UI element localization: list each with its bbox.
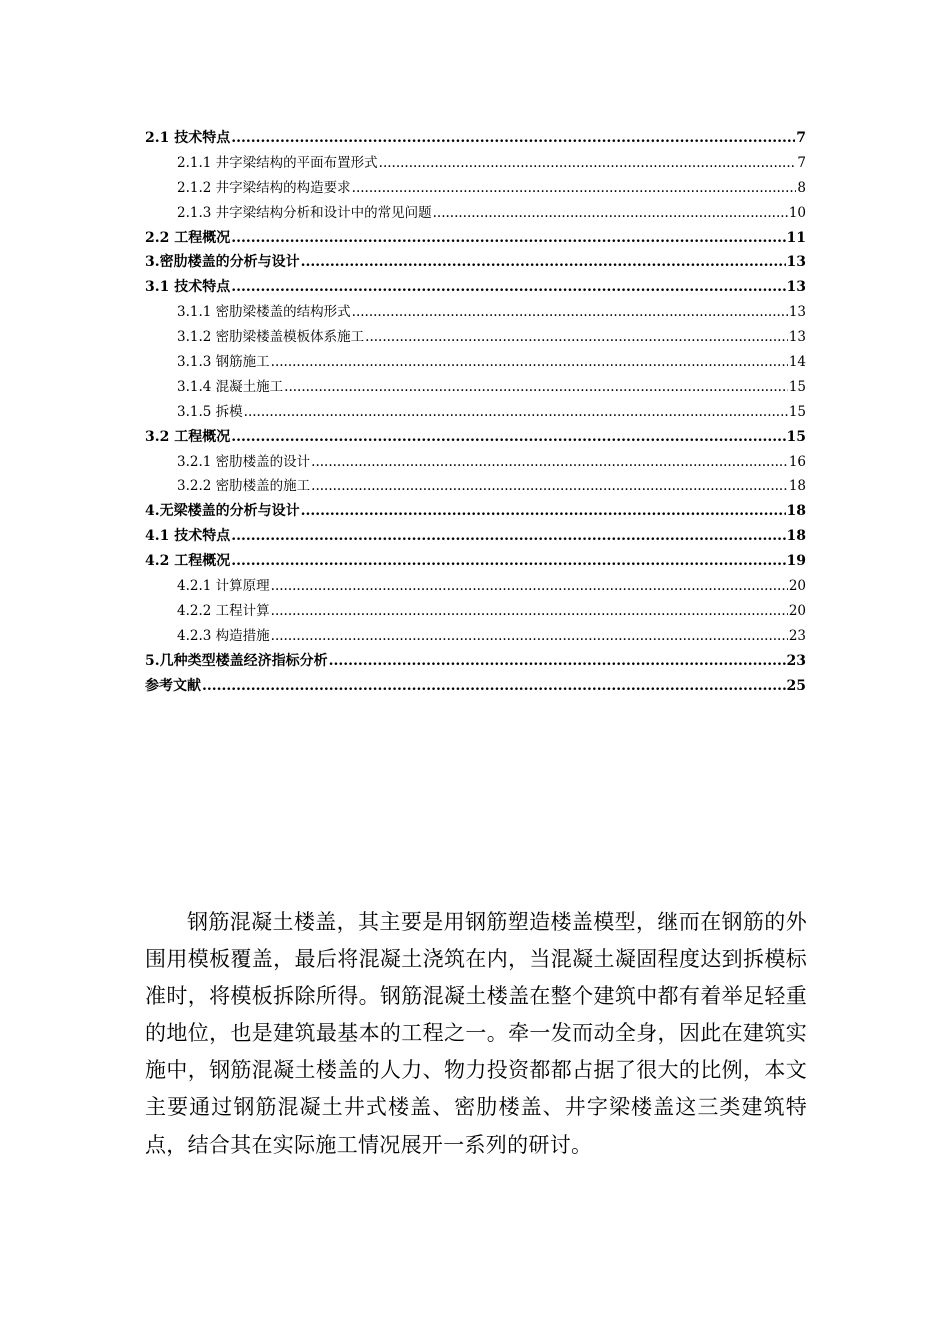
toc-entry-title: 3.2.1 密肋楼盖的设计	[177, 453, 311, 470]
toc-entry-page: 7	[796, 130, 806, 146]
toc-entry-title: 3.密肋楼盖的分析与设计	[145, 254, 300, 271]
toc-entry-page: 16	[788, 453, 806, 470]
toc-entry-title: 2.2 工程概况	[145, 229, 231, 246]
toc-entry-page: 15	[786, 428, 806, 445]
toc-entry-title: 3.1 技术特点	[145, 279, 231, 296]
toc-entry-page: 13	[786, 254, 806, 271]
toc-entry-page: 7	[797, 154, 806, 171]
toc-entry[interactable]	[145, 624, 806, 649]
toc-leader-dots	[311, 474, 788, 499]
toc-entry-title: 3.1.3 钢筋施工	[177, 354, 270, 371]
toc-leader-dots	[202, 674, 786, 699]
toc-leader-dots	[271, 624, 788, 649]
toc-entry-title: 4.2.1 计算原理	[177, 578, 270, 595]
toc-leader-dots	[329, 649, 786, 674]
toc-entry-page: 20	[788, 578, 806, 595]
toc-entry[interactable]	[145, 350, 806, 375]
toc-leader-dots	[244, 400, 788, 425]
toc-entry[interactable]	[145, 300, 806, 325]
toc-entry-title: 4.2.3 构造措施	[177, 627, 270, 644]
toc-entry-title: 4.无梁楼盖的分析与设计	[145, 503, 300, 520]
toc-entry[interactable]	[145, 649, 806, 674]
toc-entry-page: 23	[788, 627, 806, 644]
body-paragraph: 钢筋混凝土楼盖，其主要是用钢筋塑造楼盖模型，继而在钢筋的外围用模板覆盖，最后将混凝土浇筑在内，当混凝土凝固程度达到拆模标准时，将模板拆除所得。钢筋混凝土楼盖在整个建筑中都有着举足轻重的地位，也是建筑最基本的工程之一。牵一发而动全身，因此在建筑实施中，钢筋混凝土楼盖的人力、物力投资都都占据了很大的比例，本文主要通过钢筋混凝土井式楼盖、密肋楼盖、井字梁楼盖这三类建筑特点，结合其在实际施工情况展开一系列的研讨。	[145, 910, 807, 1157]
toc-entry[interactable]	[145, 674, 806, 699]
toc-entry-page: 23	[786, 652, 806, 669]
toc-entry[interactable]	[145, 574, 806, 599]
toc-entry[interactable]	[145, 126, 806, 151]
toc-entry-page: 13	[788, 329, 806, 346]
toc-entry-page: 19	[786, 553, 806, 570]
toc-entry-title: 3.2 工程概况	[145, 428, 231, 445]
toc-leader-dots	[379, 151, 797, 176]
toc-entry-page: 11	[786, 229, 806, 246]
toc-entry-page: 18	[786, 528, 806, 545]
toc-entry-page: 18	[786, 503, 806, 520]
toc-entry[interactable]	[145, 151, 806, 176]
toc-entry-page: 10	[788, 204, 806, 221]
toc-leader-dots	[352, 176, 797, 201]
toc-leader-dots	[365, 325, 788, 350]
toc-leader-dots	[301, 499, 786, 524]
toc-leader-dots	[231, 275, 785, 300]
toc-entry-page: 25	[786, 677, 806, 694]
toc-entry[interactable]	[145, 450, 806, 475]
toc-entry-title: 参考文献	[145, 677, 201, 694]
toc-entry-title: 3.1.1 密肋梁楼盖的结构形式	[177, 304, 351, 321]
toc-entry-page: 15	[788, 403, 806, 420]
toc-entry-page: 14	[788, 354, 806, 371]
toc-entry[interactable]	[145, 325, 806, 350]
toc-entry-title: 4.2 工程概况	[145, 553, 231, 570]
toc-entry[interactable]	[145, 226, 806, 251]
toc-entry[interactable]	[145, 250, 806, 275]
toc-leader-dots	[284, 375, 788, 400]
toc-entry[interactable]	[145, 599, 806, 624]
toc-entry[interactable]	[145, 275, 806, 300]
toc-leader-dots	[231, 226, 785, 251]
toc-entry-page: 13	[786, 279, 806, 296]
toc-entry[interactable]	[145, 400, 806, 425]
toc-entry[interactable]	[145, 524, 806, 549]
toc-entry-title: 4.1 技术特点	[145, 528, 231, 545]
toc-entry[interactable]	[145, 474, 806, 499]
toc-entry-title: 4.2.2 工程计算	[177, 602, 270, 619]
toc-leader-dots	[271, 574, 788, 599]
toc-entry-title: 3.1.4 混凝土施工	[177, 378, 284, 395]
toc-entry[interactable]	[145, 499, 806, 524]
table-of-contents	[145, 126, 806, 698]
toc-entry[interactable]	[145, 375, 806, 400]
toc-entry-title: 3.1.5 拆模	[177, 403, 243, 420]
toc-entry[interactable]	[145, 201, 806, 226]
toc-entry-title: 2.1 技术特点	[145, 130, 231, 146]
toc-entry-page: 8	[797, 179, 806, 196]
toc-entry-title: 2.1.2 井字梁结构的构造要求	[177, 179, 351, 196]
toc-leader-dots	[433, 201, 788, 226]
toc-leader-dots	[311, 450, 788, 475]
toc-entry[interactable]	[145, 425, 806, 450]
toc-leader-dots	[231, 524, 785, 549]
toc-entry-page: 15	[788, 378, 806, 395]
toc-entry-title: 3.2.2 密肋楼盖的施工	[177, 478, 311, 495]
toc-leader-dots	[271, 599, 788, 624]
toc-leader-dots	[271, 350, 788, 375]
toc-entry-title: 2.1.1 井字梁结构的平面布置形式	[177, 154, 378, 171]
toc-leader-dots	[352, 300, 788, 325]
toc-leader-dots	[231, 126, 795, 151]
toc-entry-title: 5.几种类型楼盖经济指标分析	[145, 652, 328, 669]
toc-entry-page: 20	[788, 602, 806, 619]
toc-leader-dots	[231, 549, 785, 574]
toc-entry-page: 18	[788, 478, 806, 495]
toc-entry-title: 3.1.2 密肋梁楼盖模板体系施工	[177, 329, 365, 346]
toc-entry[interactable]	[145, 176, 806, 201]
toc-entry-title: 2.1.3 井字梁结构分析和设计中的常见问题	[177, 204, 432, 221]
toc-leader-dots	[231, 425, 785, 450]
toc-leader-dots	[301, 250, 786, 275]
toc-entry[interactable]	[145, 549, 806, 574]
toc-entry-page: 13	[788, 304, 806, 321]
